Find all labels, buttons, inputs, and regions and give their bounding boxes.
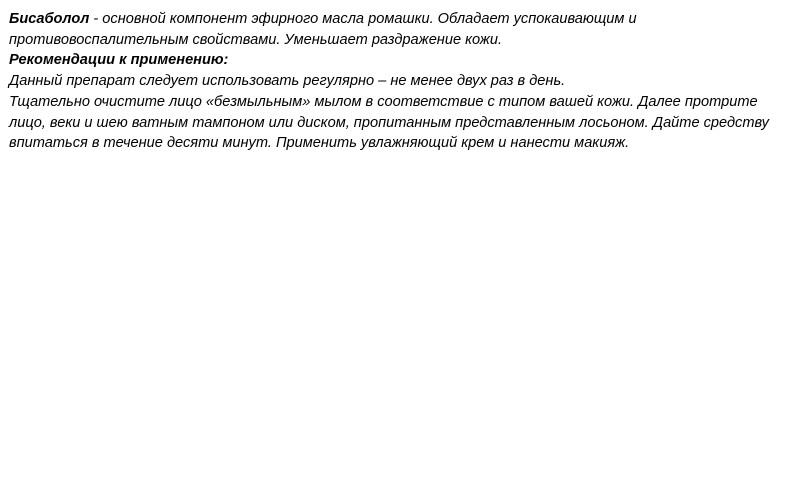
ingredient-term: Бисаболол bbox=[9, 11, 90, 27]
instructions-paragraph: Тщательно очистите лицо «безмыльным» мылом в соответствие с типом вашей кожи. Далее протрите лицо, веки и шею ватным тампоном или диском, пропитанным представленным лосьоном. Дайте средству впитаться в течение десяти минут. Применить увлажняющий крем и нанести макияж. bbox=[9, 93, 769, 152]
frequency-paragraph: Данный препарат следует использовать регулярно – не менее двух раз в день. bbox=[9, 73, 566, 90]
usage-heading: Рекомендации к применению: bbox=[9, 52, 229, 69]
product-description bbox=[9, 9, 793, 154]
ingredient-description: - основной компонент эфирного масла ромашки. Обладает успокаивающим и противовоспалительным свойствами. Уменьшает раздражение кожи. bbox=[9, 11, 637, 48]
ingredient-paragraph bbox=[9, 9, 793, 50]
